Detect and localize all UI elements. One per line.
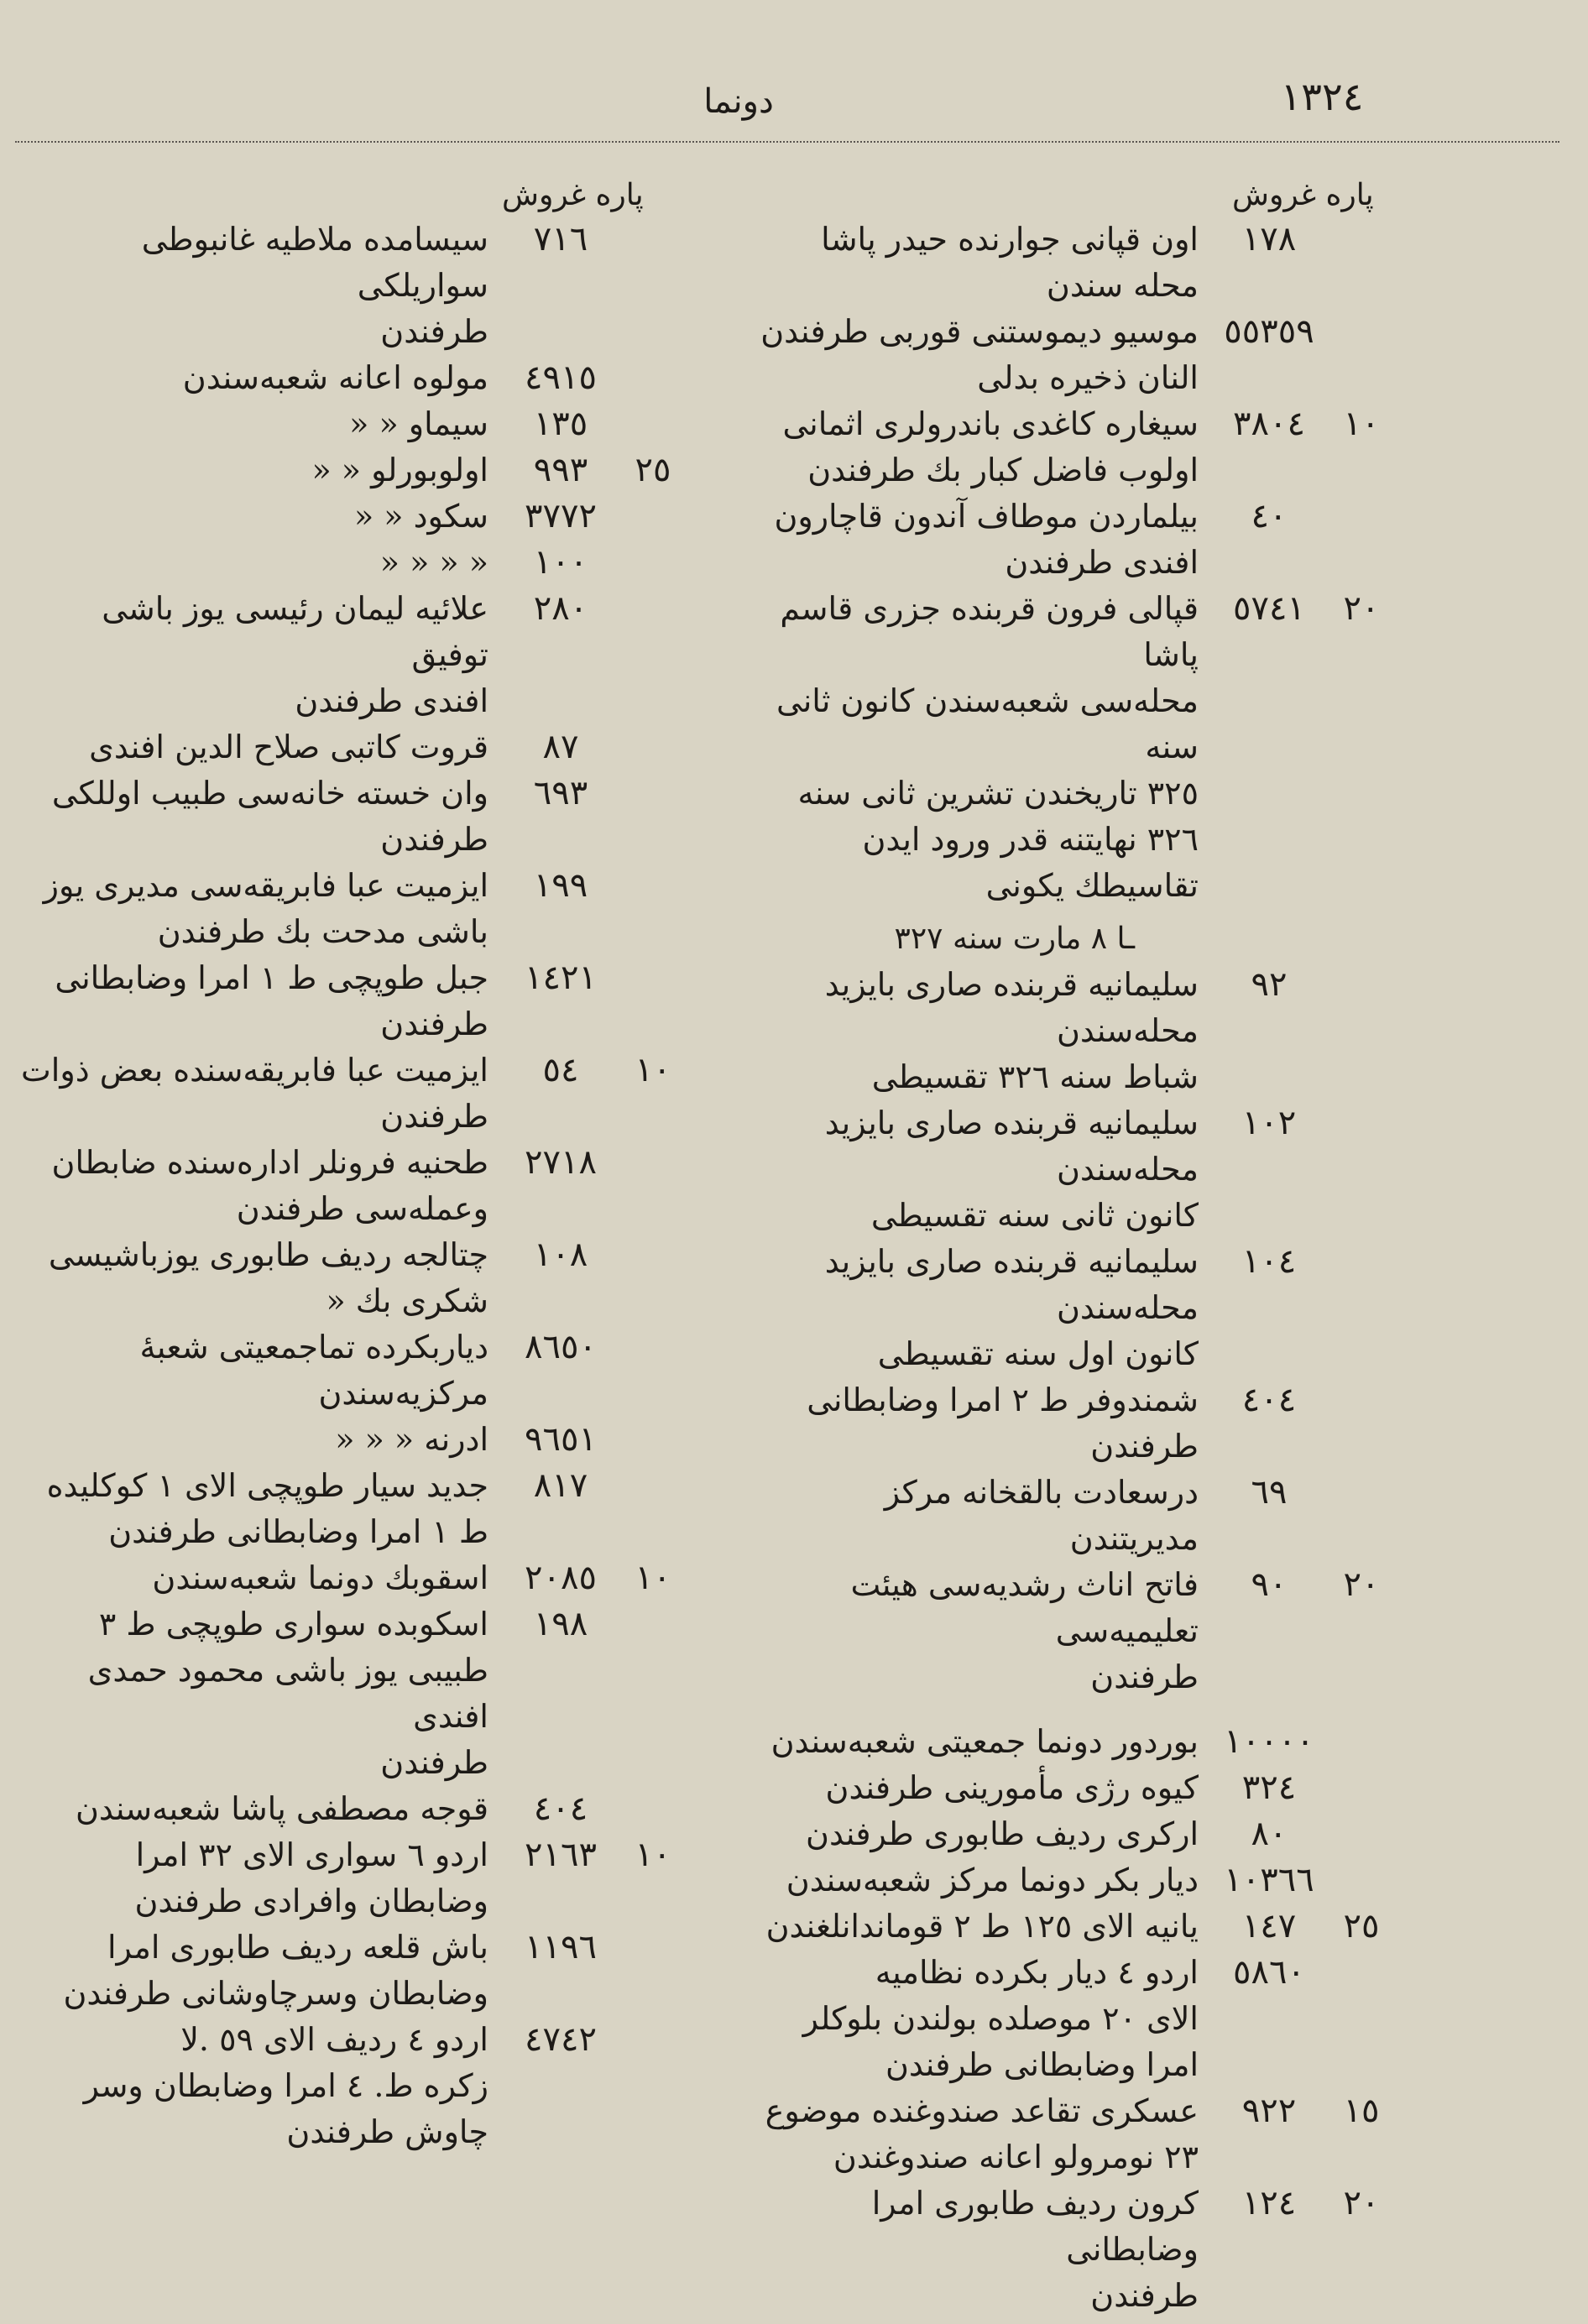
- amount: [502, 770, 703, 812]
- description-line: باش قلعه ردیف طابوری امرا: [107, 1929, 488, 1966]
- entry-description: [15, 540, 502, 586]
- description-line: طبیبی یوز باشی محمود حمدی افندی: [87, 1652, 488, 1735]
- entry-description: [15, 447, 502, 494]
- ledger-entry: [749, 1811, 1403, 1857]
- entry-description: [15, 355, 502, 401]
- amount-ghurush: ٦٩: [1251, 1473, 1288, 1512]
- amount: [502, 1232, 703, 1274]
- ledger-entry: [15, 1417, 703, 1463]
- entry-description: [749, 1377, 1210, 1470]
- entry-description: [15, 217, 502, 355]
- amount-ghurush: ٨١٧: [533, 1466, 588, 1505]
- description-line: ٣٢٦ نهایتنه قدر ورود ایدن: [862, 821, 1199, 858]
- description-line: طرفندن: [380, 1005, 488, 1042]
- amount: [1210, 586, 1403, 628]
- amount-ghurush: ٢٨٠: [533, 589, 588, 628]
- ledger-entry: [749, 1950, 1403, 2088]
- ledger-entry: [15, 863, 703, 955]
- description-line: ادرنه « « «: [335, 1421, 488, 1458]
- description-line: قوجه مصطفی پاشا شعبه‌سندن: [75, 1790, 488, 1827]
- amount: [1210, 962, 1403, 1004]
- entry-description: [15, 1463, 502, 1555]
- entry-description: [15, 1417, 502, 1463]
- amount: [1210, 1470, 1403, 1512]
- ledger-entry: [15, 770, 703, 863]
- description-line: ایزمیت عبا فابریقه‌سنده بعض ذوات: [21, 1052, 488, 1089]
- amount: [502, 1832, 703, 1874]
- amount: [502, 1140, 703, 1182]
- entry-description: [749, 1470, 1210, 1562]
- amount-para: [1328, 497, 1395, 535]
- ledger-entry: [15, 401, 703, 447]
- amount-para: [619, 220, 687, 259]
- ledger-entry: [15, 1232, 703, 1324]
- entry-description: [749, 1562, 1210, 1700]
- amount-ghurush: ١٠٢: [1241, 1104, 1297, 1142]
- amount: [502, 401, 703, 443]
- description-line: النان ذخیره بدلی: [977, 359, 1199, 396]
- description-line: سلیمانیه قربنده صاری بایزید محله‌سندن: [824, 1243, 1199, 1326]
- amount: [502, 955, 703, 997]
- ledger-entry: [749, 2088, 1403, 2180]
- amount-para: [619, 866, 687, 905]
- amount: [1210, 1765, 1403, 1807]
- amount-para: ٢٥: [635, 451, 671, 489]
- amount-ghurush: ٤٩١٥: [525, 358, 597, 397]
- amount-para: [619, 774, 687, 812]
- ledger-entry: [15, 2017, 703, 2155]
- amount-para: [619, 589, 687, 628]
- description-line: اولوبورلو « «: [311, 452, 488, 488]
- ledger-entry: [15, 494, 703, 540]
- entry-description: [749, 1239, 1210, 1377]
- ledger-entry: [749, 1100, 1403, 1239]
- amount: [502, 494, 703, 535]
- ledger-entry: [15, 1601, 703, 1786]
- amount: [1210, 1100, 1403, 1142]
- description-line: شباط سنه ٣٢٦ تقسیطی: [871, 1058, 1199, 1095]
- amount-para: ٢٥: [1343, 1907, 1380, 1945]
- description-line: عسکری تقاعد صندوغنده موضوع: [765, 2092, 1199, 2129]
- description-line: طرفندن: [1090, 1658, 1199, 1695]
- description-line: افندی طرفندن: [295, 682, 488, 719]
- amount-para: [1328, 1953, 1395, 1992]
- description-line: دیاربکرده تماجمعیتی شعبهٔ مرکزیه‌سندن: [139, 1329, 488, 1412]
- description-line: وضابطان وسرچاوشانی طرفندن: [63, 1975, 488, 2012]
- amount-ghurush: ٨٠: [1251, 1815, 1288, 1853]
- amount-para: [1328, 1104, 1395, 1142]
- entry-description: [15, 1924, 502, 2017]
- description-line: « « « «: [379, 544, 488, 581]
- entry-description: [749, 2180, 1210, 2319]
- description-line: اردو ٤ دیار بکرده نظامیه: [875, 1954, 1199, 1991]
- description-line: سکود « «: [353, 498, 488, 535]
- description-line: ارکری ردیف طابوری طرفندن: [806, 1815, 1199, 1852]
- amount-para: ١٠: [635, 1051, 671, 1089]
- ledger-entry: [749, 1377, 1403, 1470]
- entry-description: [15, 401, 502, 447]
- description-line: چاوش طرفندن: [286, 2113, 488, 2150]
- description-line: طرفندن: [380, 313, 488, 350]
- entry-description: [15, 724, 502, 770]
- entry-description: [749, 586, 1210, 909]
- ledger-entry: [15, 724, 703, 770]
- amount-para: [1328, 965, 1395, 1004]
- amount-ghurush: ٩٩٣: [533, 451, 588, 489]
- amount-ghurush: ٨٦٥٠: [525, 1328, 597, 1366]
- ledger-entry: [15, 447, 703, 494]
- description-line: محله‌سی شعبه‌سندن کانون ثانی سنه: [776, 682, 1199, 765]
- description-line: زکره ط. ٤ امرا وضابطان وسر: [83, 2067, 488, 2104]
- description-line: جدید سیار طوپچی الای ١ کوکلیده: [46, 1467, 488, 1504]
- amount: [502, 586, 703, 628]
- ledger-entry: [15, 1786, 703, 1832]
- amount-ghurush: ٩٢٢: [1241, 2092, 1297, 2130]
- entry-description: [749, 1950, 1210, 2088]
- ledger-entry: [15, 1047, 703, 1140]
- description-line: طرفندن: [1090, 2277, 1199, 2314]
- description-line: مولوه اعانه شعبه‌سندن: [182, 359, 488, 396]
- entry-description: [749, 494, 1210, 586]
- amount-ghurush: ٢١٦٣: [525, 1836, 597, 1874]
- amount: [1210, 1857, 1403, 1899]
- description-line: بیلماردن موطاف آندون قاچارون: [774, 498, 1199, 535]
- amount: [502, 1324, 703, 1366]
- entry-description: [749, 309, 1210, 401]
- entry-description: [15, 863, 502, 955]
- amount-para: [619, 543, 687, 582]
- running-title: دونما: [703, 82, 774, 121]
- description-line: چتالجه ردیف طابوری یوزباشیسی: [48, 1236, 488, 1273]
- ledger-entry: [749, 401, 1403, 494]
- description-line: کیوه رژی مأمورینی طرفندن: [825, 1769, 1199, 1806]
- ledger-entry: [15, 355, 703, 401]
- entry-description: [749, 1765, 1210, 1811]
- ledger-entry: [749, 1857, 1403, 1904]
- amount-ghurush: ٢٠٨٥: [525, 1559, 597, 1597]
- amount-para: [1328, 1815, 1395, 1853]
- amount: [502, 1786, 703, 1828]
- description-line: دیار بکر دونما مرکز شعبه‌سندن: [786, 1862, 1199, 1898]
- ledger-entry: [15, 586, 703, 724]
- description-line: وان خسته خانه‌سی طبیب اوللکی: [51, 775, 488, 812]
- description-line: قپالی فرون قربنده جزری قاسم پاشا: [780, 590, 1199, 673]
- amount-para: [619, 1235, 687, 1274]
- description-line: بوردور دونما جمعیتی شعبه‌سندن: [770, 1723, 1199, 1760]
- ledger-entry: [15, 955, 703, 1047]
- description-line: سیسامده ملاطیه غانبوطی سواریلکی: [141, 221, 488, 304]
- amount-ghurush: ١٤٢١: [525, 958, 597, 997]
- amount-para: ٢٠: [1343, 2184, 1380, 2222]
- ledger-entry: [15, 1463, 703, 1555]
- description-line: سیغاره کاغدی باندرولری اثمانی: [782, 405, 1199, 442]
- amount: [502, 355, 703, 397]
- amount-para: [619, 1928, 687, 1966]
- entry-description: [749, 962, 1210, 1100]
- amount: [502, 1047, 703, 1089]
- entry-description: [749, 1811, 1210, 1857]
- ledger-entry: [749, 309, 1403, 401]
- amount-ghurush: ٤٠: [1251, 497, 1288, 535]
- amount-para: [619, 728, 687, 766]
- ledger-entry: [749, 217, 1403, 309]
- ledger-entry: [749, 2180, 1403, 2319]
- ledger-entry: [749, 1239, 1403, 1377]
- ledger-entry: [749, 1765, 1403, 1811]
- description-line: وعمله‌سی طرفندن: [236, 1190, 488, 1227]
- entry-description: [15, 2017, 502, 2155]
- amount-para: ٢٠: [1343, 589, 1380, 628]
- ledger-entry: [15, 1324, 703, 1417]
- entry-description: [749, 1719, 1210, 1765]
- entry-description: [15, 586, 502, 724]
- amount-para: [619, 1466, 687, 1505]
- amount-ghurush: ٨٧: [542, 728, 579, 766]
- description-line: ٣٢٥ تاریخندن تشرین ثانی سنه: [797, 775, 1199, 812]
- amount: [1210, 1950, 1403, 1992]
- description-line: تقاسیطك یکونی: [985, 867, 1199, 904]
- amount-ghurush: ٥٤: [542, 1051, 579, 1089]
- description-line: طرفندن: [380, 1098, 488, 1135]
- description-line: باشی مدحت بك طرفندن: [157, 913, 488, 950]
- amount: [1210, 1377, 1403, 1419]
- amount: [502, 724, 703, 766]
- amount: [502, 1555, 703, 1597]
- amount-ghurush: ٣٨٠٤: [1233, 405, 1305, 443]
- amount-para: ١٥: [1343, 2092, 1380, 2130]
- amount: [1210, 494, 1403, 535]
- amount: [1210, 217, 1403, 259]
- entry-description: [15, 1555, 502, 1601]
- amount-ghurush: ٩٦٥١: [525, 1420, 597, 1459]
- description-line: ط ١ امرا وضابطانی طرفندن: [108, 1513, 488, 1550]
- description-line: کانون ثانی سنه تقسیطی: [870, 1197, 1199, 1234]
- amount-ghurush: ٤٠٤: [1241, 1381, 1297, 1419]
- amount-ghurush: ١٣٥: [533, 405, 588, 443]
- entry-description: [15, 1786, 502, 1832]
- amount: [502, 1417, 703, 1459]
- description-line: طرفندن: [380, 1744, 488, 1781]
- ledger-entry: [15, 1924, 703, 2017]
- amount: [502, 863, 703, 905]
- amount-ghurush: ١٠٠٠٠: [1224, 1722, 1314, 1761]
- description-line: اون قپانی جوارنده حیدر پاشا: [821, 221, 1199, 258]
- amount-para: [1328, 1768, 1395, 1807]
- amount-ghurush: ١٠٠: [533, 543, 588, 582]
- amount: [502, 1601, 703, 1643]
- amount-para: [619, 1420, 687, 1459]
- amount-ghurush: ٥٥٣٥٩: [1224, 312, 1314, 351]
- amount-para: [1328, 1722, 1395, 1761]
- description-line: اردو ٤ ردیف الای ٥٩ .لا: [180, 2021, 488, 2058]
- ledger-entry: [15, 217, 703, 355]
- column-header-left: پاره غروش: [502, 178, 644, 212]
- amount: [502, 2017, 703, 2059]
- amount-ghurush: ١٩٩: [533, 866, 588, 905]
- entry-description: [15, 494, 502, 540]
- ledger-entry: [15, 1555, 703, 1601]
- entry-description: [749, 401, 1210, 494]
- amount: [502, 540, 703, 582]
- amount: [1210, 1239, 1403, 1281]
- amount-ghurush: ١٧٨: [1241, 220, 1297, 259]
- amount-ghurush: ٥٨٦٠: [1233, 1953, 1305, 1992]
- description-line: افندی طرفندن: [1005, 544, 1199, 581]
- ledger-entry: [15, 1832, 703, 1924]
- amount: [502, 1924, 703, 1966]
- ledger-entry: [749, 1904, 1403, 1950]
- entry-description: [749, 1857, 1210, 1904]
- description-line: سلیمانیه قربنده صاری بایزید محله‌سندن: [824, 966, 1199, 1049]
- description-line: سیماو « «: [349, 405, 488, 442]
- column-header-right: پاره غروش: [1232, 178, 1374, 212]
- amount-ghurush: ٥٧٤١: [1233, 589, 1305, 628]
- amount-para: [619, 1143, 687, 1182]
- amount-para: ١٠: [635, 1836, 671, 1874]
- ledger-entry: [15, 540, 703, 586]
- amount-para: [1328, 220, 1395, 259]
- header-rule: [15, 141, 1559, 143]
- date-subheading: ـا ٨ مارت سنه ٣٢٧: [894, 922, 1135, 956]
- amount-ghurush: ٦٩٣: [533, 774, 588, 812]
- amount-ghurush: ٩٠: [1251, 1565, 1288, 1604]
- amount-ghurush: ١٠٣٦٦: [1224, 1861, 1314, 1899]
- entry-description: [15, 955, 502, 1047]
- description-line: طحنیه فرونلر اداره‌سنده ضابطان: [51, 1144, 488, 1181]
- amount: [502, 217, 703, 259]
- amount-ghurush: ٢٧١٨: [525, 1143, 597, 1182]
- amount-para: ٢٠: [1343, 1565, 1380, 1604]
- description-line: کانون اول سنه تقسیطی: [877, 1335, 1199, 1372]
- amount-ghurush: ٩٢: [1251, 965, 1288, 1004]
- description-line: ٢٣ نومرولو اعانه صندوغندن: [833, 2139, 1199, 2175]
- ledger-entry: [749, 1719, 1403, 1765]
- description-line: قروت کاتبی صلاح الدین افندی: [89, 729, 488, 765]
- entry-description: [15, 1601, 502, 1786]
- description-line: اسکوبده سواری طوپچی ط ٣: [98, 1606, 488, 1642]
- amount-para: [1328, 1242, 1395, 1281]
- entry-description: [749, 2088, 1210, 2180]
- amount: [1210, 1562, 1403, 1604]
- description-line: ایزمیت عبا فابریقه‌سی مدیری یوز: [43, 867, 488, 904]
- ledger-entry: [749, 494, 1403, 586]
- amount-para: [619, 1605, 687, 1643]
- amount-ghurush: ١٠٤: [1241, 1242, 1297, 1281]
- description-line: موسیو دیموستنی قوربی طرفندن: [760, 313, 1199, 350]
- entry-description: [749, 1100, 1210, 1239]
- right-column: [749, 217, 1403, 2314]
- left-column: [15, 217, 703, 2281]
- description-line: یانیه الای ١٢٥ ط ٢ قوماندانلغندن: [765, 1908, 1199, 1945]
- amount-para: ١٠: [635, 1559, 671, 1597]
- ledger-entry: [749, 962, 1403, 1100]
- amount: [1210, 401, 1403, 443]
- amount: [1210, 2088, 1403, 2130]
- description-line: محله سندن: [1046, 267, 1199, 304]
- ledger-entry: [749, 586, 1403, 909]
- amount-ghurush: ١١٩٦: [525, 1928, 597, 1966]
- entry-description: [749, 217, 1210, 309]
- amount: [502, 1463, 703, 1505]
- amount-para: [619, 358, 687, 397]
- amount-ghurush: ٣٧٧٢: [525, 497, 597, 535]
- description-line: جبل طوپچی ط ١ امرا وضابطانی: [55, 959, 488, 996]
- amount-para: [619, 2020, 687, 2059]
- amount: [502, 447, 703, 489]
- entry-description: [15, 1232, 502, 1324]
- amount-para: [619, 1789, 687, 1828]
- entry-description: [15, 1832, 502, 1924]
- description-line: علائیه لیمان رئیسی یوز باشی توفیق: [102, 590, 488, 673]
- amount-para: [1328, 1473, 1395, 1512]
- description-line: الای ٢٠ موصلده بولندن بلوکلر: [802, 2000, 1199, 2037]
- entry-description: [15, 770, 502, 863]
- description-line: اردو ٦ سواری الای ٣٢ امرا: [135, 1836, 488, 1873]
- entry-description: [15, 1324, 502, 1417]
- description-line: کرون ردیف طابوری امرا وضابطانی: [871, 2185, 1199, 2268]
- amount-ghurush: ١٠٨: [533, 1235, 588, 1274]
- amount-ghurush: ٧١٦: [533, 220, 588, 259]
- amount-para: [619, 497, 687, 535]
- amount-ghurush: ٤٠٤: [533, 1789, 588, 1828]
- amount: [1210, 309, 1403, 351]
- description-line: فاتح اناث رشدیه‌سی هیئت تعلیمیه‌سی: [850, 1566, 1199, 1649]
- amount: [1210, 2180, 1403, 2222]
- description-line: اسقوبك دونما شعبه‌سندن: [152, 1559, 488, 1596]
- page-number: ١٣٢٤: [1280, 74, 1364, 119]
- description-line: سلیمانیه قربنده صاری بایزید محله‌سندن: [824, 1105, 1199, 1188]
- amount-para: [1328, 1861, 1395, 1899]
- amount-para: [619, 1328, 687, 1366]
- amount-ghurush: ١٩٨: [533, 1605, 588, 1643]
- amount-para: [1328, 1381, 1395, 1419]
- description-line: وضابطان وافرادی طرفندن: [134, 1883, 488, 1919]
- description-line: درسعادت بالقخانه مرکز مدیریتندن: [884, 1474, 1199, 1557]
- description-line: امرا وضابطانی طرفندن: [885, 2046, 1199, 2083]
- entry-description: [15, 1140, 502, 1232]
- amount: [1210, 1904, 1403, 1945]
- ledger-entry: [15, 1140, 703, 1232]
- amount-ghurush: ٤٧٤٢: [525, 2020, 597, 2059]
- description-line: طرفندن: [1090, 1428, 1199, 1465]
- ledger-entry: [749, 1470, 1403, 1562]
- amount-ghurush: ٣٢٤: [1241, 1768, 1297, 1807]
- description-line: شکری بك «: [326, 1282, 488, 1319]
- amount-ghurush: ١٤٧: [1241, 1907, 1297, 1945]
- amount: [1210, 1719, 1403, 1761]
- amount-ghurush: ١٢٤: [1241, 2184, 1297, 2222]
- ledger-entry: [749, 1562, 1403, 1700]
- description-line: شمندوفر ط ٢ امرا وضابطانی: [807, 1381, 1199, 1418]
- entry-description: [749, 1904, 1210, 1950]
- amount-para: ١٠: [1343, 405, 1380, 443]
- description-line: اولوب فاضل کبار بك طرفندن: [807, 452, 1199, 488]
- amount-para: [619, 958, 687, 997]
- amount-para: [1328, 312, 1395, 351]
- amount-para: [619, 405, 687, 443]
- description-line: طرفندن: [380, 821, 488, 858]
- entry-description: [15, 1047, 502, 1140]
- amount: [1210, 1811, 1403, 1853]
